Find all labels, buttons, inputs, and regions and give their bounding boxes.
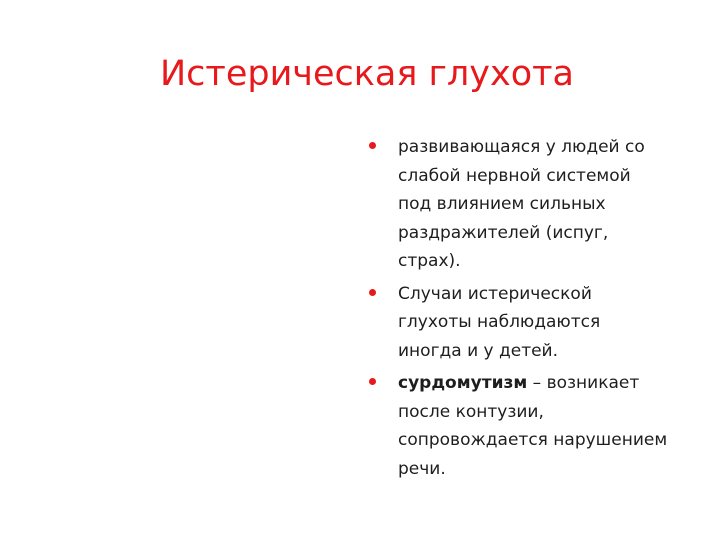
bullet-text: – возникает после контузии, сопровождается нарушением речи.	[398, 373, 668, 479]
bullet-dot-icon	[369, 142, 376, 149]
bullet-item	[368, 280, 668, 366]
bullet-item	[368, 369, 668, 483]
slide-title: Истерическая глухота	[160, 54, 574, 94]
bullet-dot-icon	[369, 289, 376, 296]
bullet-term: сурдомутизм	[398, 373, 528, 393]
bullet-text: Случаи истерической глухоты наблюдаются иногда и у детей.	[398, 283, 601, 361]
bullet-dot-icon	[369, 378, 376, 385]
bullet-list	[368, 133, 668, 487]
bullet-item	[368, 133, 668, 276]
bullet-text: развивающаяся у людей со слабой нервной системой под влиянием сильных раздражителей (испуг, страх).	[398, 137, 645, 271]
